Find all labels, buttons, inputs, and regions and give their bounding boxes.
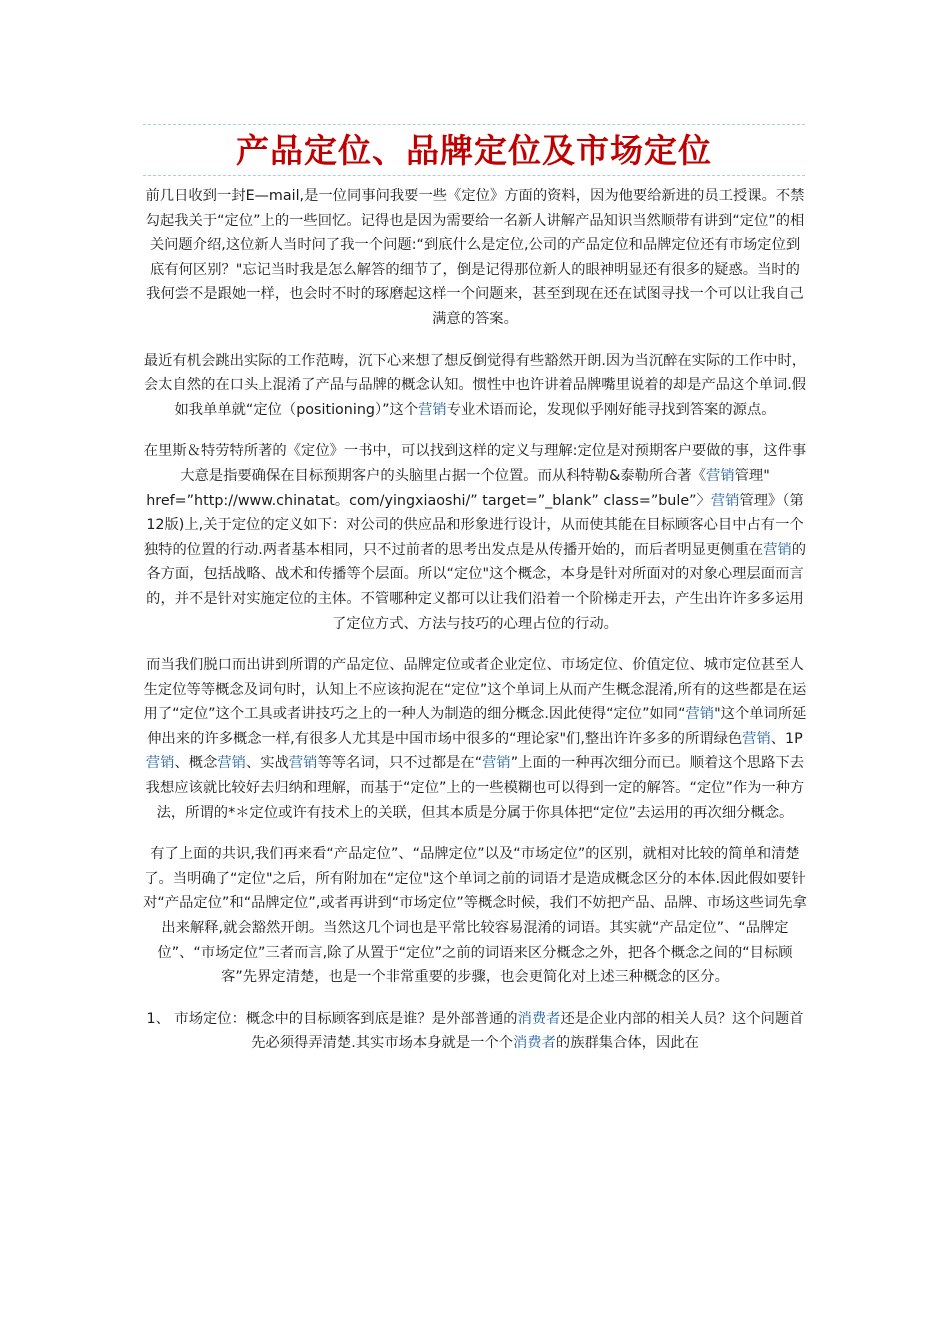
paragraph-text: 最近有机会跳出实际的工作范畴，沉下心来想了想反倒觉得有些豁然开朗.因为当沉醉在实际的工作中时，会太自然的在口头上混淆了产品与品牌的概念认知。惯性中也许讲着品牌嘴里说着的却是产品这个单词.假如我单单就“定位（positioning）”这个 xyxy=(143,352,807,418)
paragraph-text: 1、 市场定位：概念中的目标顾客到底是谁？是外部普通的 xyxy=(146,1010,518,1027)
paragraph xyxy=(143,184,807,332)
keyword-link[interactable]: 营销 xyxy=(288,755,318,772)
paragraph xyxy=(143,439,807,636)
paragraph-text: 、实战 xyxy=(245,755,289,772)
paragraph-text: 管理" href=”http://www.chinatat。com/yingxiaoshi/” target=”_blank” class=”bule”〉 xyxy=(146,467,770,509)
paragraph-text: 、概念 xyxy=(174,755,218,772)
paragraph-text: 专业术语而论，发现似乎刚好能寻找到答案的源点。 xyxy=(446,401,776,418)
keyword-link[interactable]: 消费者 xyxy=(513,1035,556,1052)
keyword-link[interactable]: 营销 xyxy=(685,706,715,723)
paragraph-text: 还是企业内部的相关人员？这个问题首先必须得弄清楚.其实市场本身就是一个个 xyxy=(251,1010,804,1052)
paragraph-text: 、1P xyxy=(770,730,803,747)
paragraph-text: 的各方面，包括战略、战术和传播等个层面。所以“定位"这个概念，本身是针对所面对的对象心理层面而言的，并不是针对实施定位的主体。不管哪种定义都可以让我们沿着一个阶梯走开去，产生出许许多多运用了定位方式、方法与技巧的心理占位的行动。 xyxy=(146,541,807,632)
keyword-link[interactable]: 消费者 xyxy=(517,1010,561,1027)
paragraph-text: 前几日收到一封E—mail,是一位同事问我要一些《定位》方面的资料，因为他要给新进的员工授课。不禁勾起我关于“定位”上的一些回忆。记得也是因为需要给一名新人讲解产品知识当然顺带有讲到“定位”的相关问题介绍,这位新人当时问了我一个问题:“到底什么是定位,公司的产品定位和品牌定位还有市场定位到底有何区别？"忘记当时我是怎么解答的细节了，倒是记得那位新人的眼神明显还有很多的疑惑。当时的我何尝不是跟她一样，也会时不时的琢磨起这样一个问题来，甚至到现在还在试图寻找一个可以让我自己满意的答案。 xyxy=(145,188,805,327)
keyword-link[interactable]: 营销 xyxy=(145,755,175,772)
keyword-link[interactable]: 营销 xyxy=(217,755,246,772)
paragraph-text: 有了上面的共识,我们再来看“产品定位”、“品牌定位”以及“市场定位”的区别，就相对比较的简单和清楚了。当明确了“定位"之后，所有附加在“定位"这个单词之前的词语才是造成概念区分的本体.因此假如要针对“产品定位”和“品牌定位”,或者再讲到“市场定位”等概念时候，我们不妨把产品、品牌、市场这些词先拿出来解释,就会豁然开朗。当然这几个词也是平常比较容易混淆的词语。其实就“产品定位”、“品牌定位”、“市场定位”三者而言,除了从置于“定位”之前的词语来区分概念之外，把各个概念之间的“目标顾客”先界定清楚，也是一个非常重要的步骤，也会更简化对上述三种概念的区分。 xyxy=(143,846,807,986)
keyword-link[interactable]: 营销 xyxy=(763,541,792,558)
paragraph-text: "这个单词所延伸出来的许多概念一样,有很多人尤其是中国市场中很多的“理论家"们,整出许许多多的所谓绿色 xyxy=(147,706,807,747)
title-bottom-rule xyxy=(143,175,805,176)
document-title: 产品定位、品牌定位及市场定位 xyxy=(236,131,712,170)
paragraph xyxy=(143,1007,807,1056)
paragraph-text: 在里斯＆特劳特所著的《定位》一书中，可以找到这样的定义与理解:定位是对预期客户要做的事，这件事大意是指要确保在目标预期客户的头脑里占据一个位置。而从科特勒&泰勒所合著《 xyxy=(143,443,807,484)
paragraph xyxy=(143,653,807,825)
title-top-rule xyxy=(143,124,805,125)
paragraph-text: 管理》（第12版)上,关于定位的定义如下：对公司的供应品和形象进行设计，从而使其能在目标顾客心目中占有一个独特的位置的行动.两者基本相同，只不过前者的思考出发点是从传播开始的，而后者明显更侧重在 xyxy=(143,492,804,558)
keyword-link[interactable]: 营销 xyxy=(706,467,735,484)
paragraph-text: 的族群集合体，因此在 xyxy=(555,1035,699,1052)
keyword-link[interactable]: 营销 xyxy=(742,730,771,747)
paragraph-text: ”上面的一种再次细分而已。顺着这个思路下去我想应该就比较好去归纳和理解，而基于“定位”上的一些模糊也可以得到一定的解答。“定位”作为一种方法，所谓的*＊定位或许有技术上的关联，但其本质是分属于你具体把“定位”去运用的再次细分概念。 xyxy=(145,755,805,821)
paragraph-text: 等等名词，只不过都是在“ xyxy=(317,755,483,772)
keyword-link[interactable]: 营销 xyxy=(418,401,447,418)
paragraph-text: 而当我们脱口而出讲到所谓的产品定位、品牌定位或者企业定位、市场定位、价值定位、城市定位甚至人生定位等等概念及词句时，认知上不应该拘泥在“定位”这个单词上从而产生概念混淆,所有的这些都是在运用了“定位”这个工具或者讲技巧之上的一种人为制造的细分概念.因此使得“定位”如同“ xyxy=(143,657,807,723)
article-body xyxy=(143,184,807,1056)
keyword-link[interactable]: 营销 xyxy=(710,492,740,509)
paragraph xyxy=(143,842,807,990)
keyword-link[interactable]: 营销 xyxy=(482,755,511,772)
paragraph xyxy=(143,349,807,423)
